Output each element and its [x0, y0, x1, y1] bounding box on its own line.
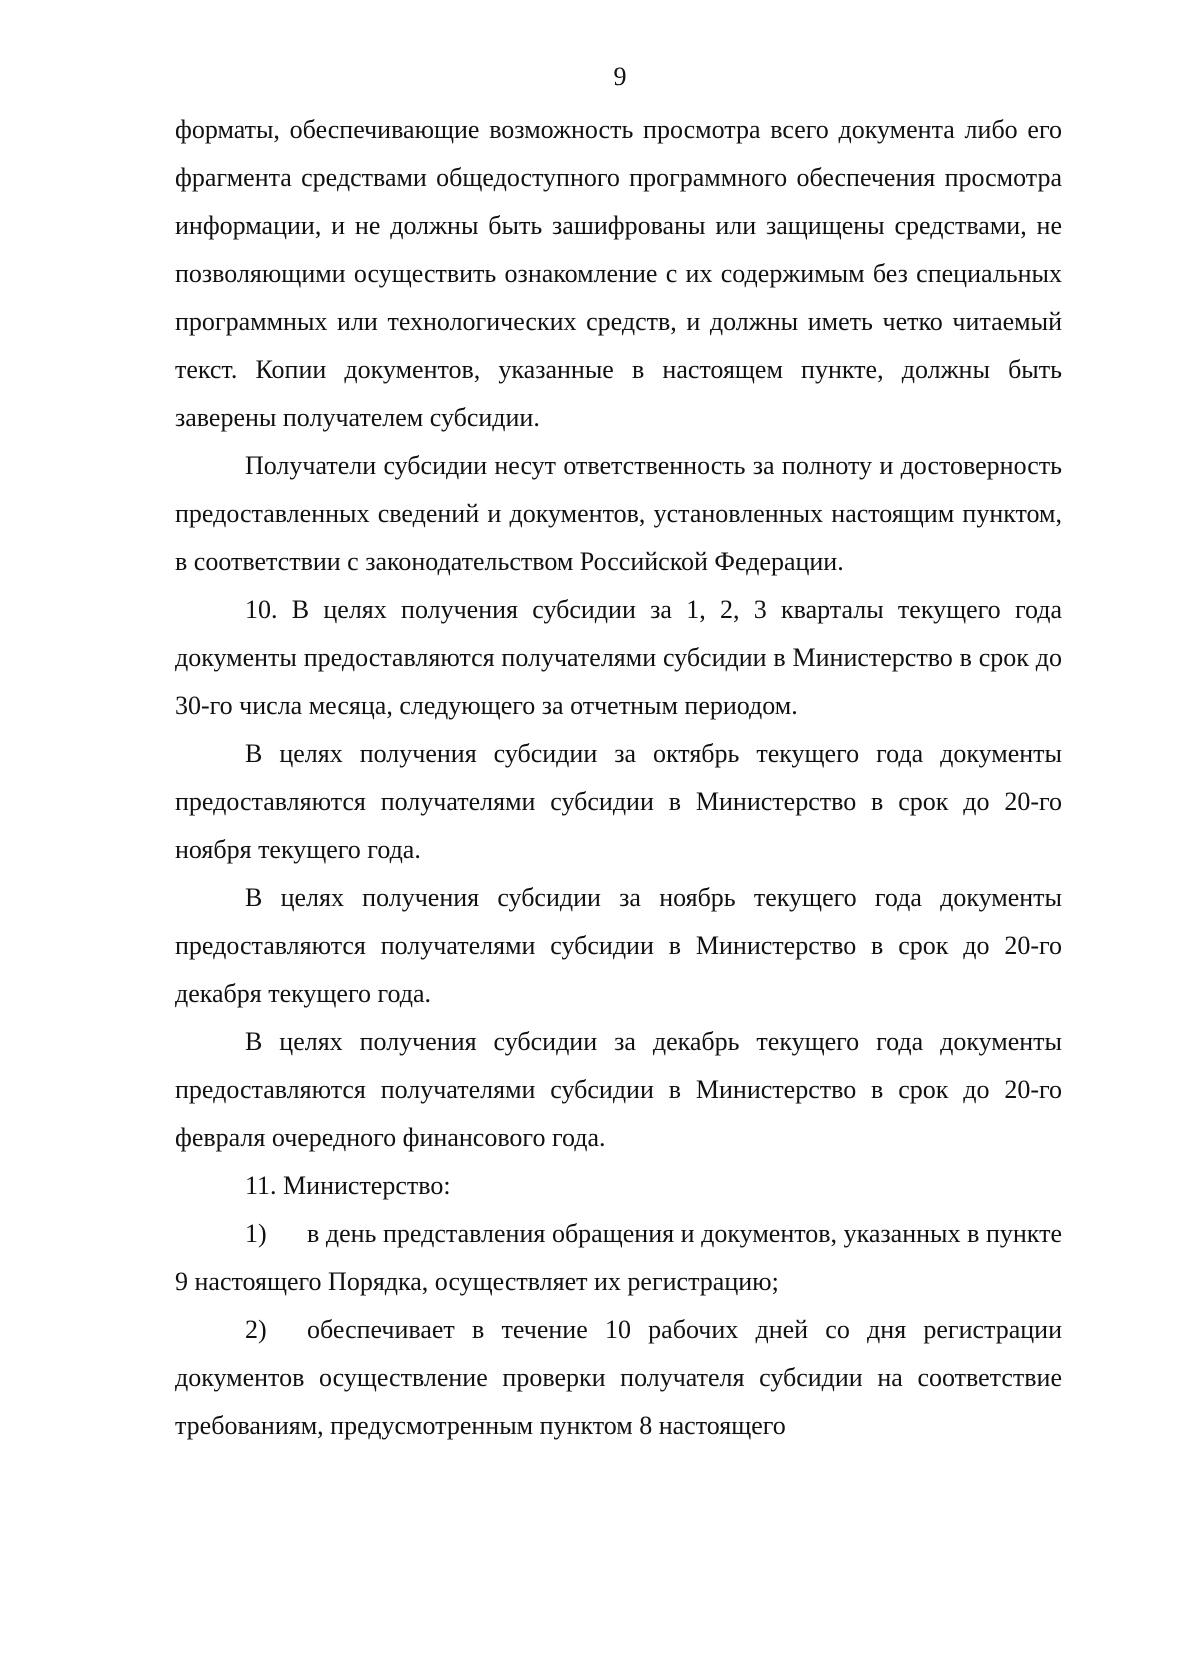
list-item — [175, 1210, 1062, 1306]
paragraph-december: В целях получения субсидии за декабрь текущего года документы предоставляются получателями субсидии в Министерство в срок до 20-го февраля очередного финансового года. — [175, 1027, 1062, 1152]
page-number: 9 — [613, 62, 627, 91]
paragraph-responsibility: Получатели субсидии несут ответственность за полноту и достоверность предоставленных сведений и документов, установленных настоящим пунктом, в соответствии с законодательством Российской Федерации. — [175, 451, 1062, 576]
paragraph-item-11: 11. Министерство: — [245, 1171, 451, 1200]
list-item-text: обеспечивает в течение 10 рабочих дней со дня регистрации документов осуществление проверки получателя субсидии на соответствие требованиям, предусмотренным пунктом 8 настоящего — [175, 1315, 1062, 1440]
paragraph-october: В целях получения субсидии за октябрь текущего года документы предоставляются получателями субсидии в Министерство в срок до 20-го ноября текущего года. — [175, 739, 1062, 864]
list-item — [175, 1306, 1062, 1450]
list-item-number: 2) — [245, 1315, 267, 1344]
paragraph-item-10: 10. В целях получения субсидии за 1, 2, 3 кварталы текущего года документы предоставляются получателями субсидии в Министерство в срок до 30-го числа месяца, следующего за отчетным периодом. — [175, 595, 1062, 720]
list-item-text: в день представления обращения и документов, указанных в пункте 9 настоящего Порядка, осуществляет их регистрацию; — [175, 1219, 1062, 1296]
list-item-number: 1) — [245, 1219, 267, 1248]
document-body — [175, 106, 1062, 1450]
paragraph-november: В целях получения субсидии за ноябрь текущего года документы предоставляются получателями субсидии в Министерство в срок до 20-го декабря текущего года. — [175, 883, 1062, 1008]
paragraph-continued: форматы, обеспечивающие возможность просмотра всего документа либо его фрагмента средствами общедоступного программного обеспечения просмотра информации, и не должны быть зашифрованы или защищены средствами, не позволяющими осуществить ознакомление с их содержимым без специальных программных или технологических средств, и должны иметь четко читаемый текст. Копии документов, указанные в настоящем пункте, должны быть заверены получателем субсидии. — [175, 115, 1062, 432]
